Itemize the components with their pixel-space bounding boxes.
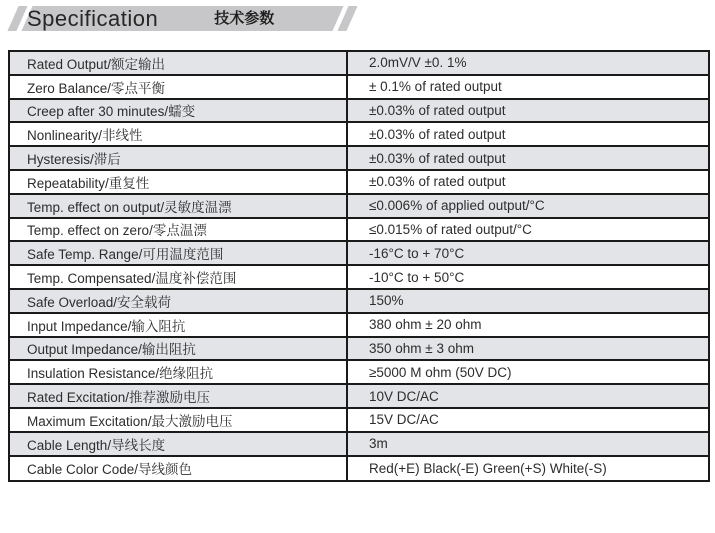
spec-label: Nonlinearity/非线性 (10, 123, 348, 145)
spec-value: -10°C to + 50°C (369, 269, 465, 285)
table-row (10, 361, 708, 385)
spec-label: Rated Excitation/推荐激励电压 (10, 385, 348, 407)
spec-value: 2.0mV/V ±0. 1% (369, 55, 467, 71)
spec-value: 3m (369, 436, 388, 452)
table-row (10, 171, 708, 195)
spec-label: Repeatability/重复性 (10, 171, 348, 193)
spec-value: 150% (369, 293, 404, 309)
spec-value: ≤0.015% of rated output/°C (369, 221, 532, 237)
spec-label: Creep after 30 minutes/蠕变 (10, 100, 348, 122)
table-row (10, 123, 708, 147)
spec-value: ±0.03% of rated output (369, 174, 506, 190)
table-row (10, 266, 708, 290)
table-row (10, 147, 708, 171)
spec-table (8, 50, 710, 482)
spec-value: ±0.03% of rated output (369, 150, 506, 166)
spec-value: 350 ohm ± 3 ohm (369, 340, 474, 356)
spec-label: Input Impedance/输入阻抗 (10, 314, 348, 336)
spec-label: Maximum Excitation/最大激励电压 (10, 409, 348, 431)
spec-value: Red(+E) Black(-E) Green(+S) White(-S) (369, 460, 607, 476)
page-title-chinese: 技术参数 (214, 10, 275, 27)
spec-value: ±0.03% of rated output (369, 102, 506, 118)
spec-value: 10V DC/AC (369, 388, 439, 404)
table-row (10, 76, 708, 100)
table-row (10, 385, 708, 409)
spec-value: ≤0.006% of applied output/°C (369, 198, 545, 214)
table-row (10, 314, 708, 338)
spec-label: Safe Temp. Range/可用温度范围 (10, 242, 348, 264)
table-row (10, 338, 708, 362)
page-title: Specification (27, 5, 159, 31)
spec-value: 380 ohm ± 20 ohm (369, 317, 482, 333)
spec-label: Temp. effect on output/灵敏度温漂 (10, 195, 348, 217)
spec-value: ±0.03% of rated output (369, 126, 506, 142)
table-row (10, 433, 708, 457)
table-row (10, 195, 708, 219)
section-banner (10, 6, 358, 31)
table-row (10, 219, 708, 243)
table-row (10, 242, 708, 266)
spec-label: Safe Overload/安全载荷 (10, 290, 348, 312)
table-row (10, 409, 708, 433)
spec-value: 15V DC/AC (369, 412, 439, 428)
spec-label: Cable Color Code/导线颜色 (10, 457, 348, 481)
spec-value: -16°C to + 70°C (369, 245, 465, 261)
table-row (10, 100, 708, 124)
spec-label: Temp. Compensated/温度补偿范围 (10, 266, 348, 288)
spec-label: Rated Output/额定输出 (10, 52, 348, 74)
table-row (10, 290, 708, 314)
table-row (10, 457, 708, 481)
table-row (10, 52, 708, 76)
spec-label: Temp. effect on zero/零点温漂 (10, 219, 348, 241)
spec-label: Output Impedance/输出阻抗 (10, 338, 348, 360)
spec-label: Hysteresis/滞后 (10, 147, 348, 169)
spec-label: Cable Length/导线长度 (10, 433, 348, 455)
spec-label: Insulation Resistance/绝缘阻抗 (10, 361, 348, 383)
spec-label: Zero Balance/零点平衡 (10, 76, 348, 98)
spec-value: ± 0.1% of rated output (369, 79, 502, 95)
spec-value: ≥5000 M ohm (50V DC) (369, 364, 512, 380)
